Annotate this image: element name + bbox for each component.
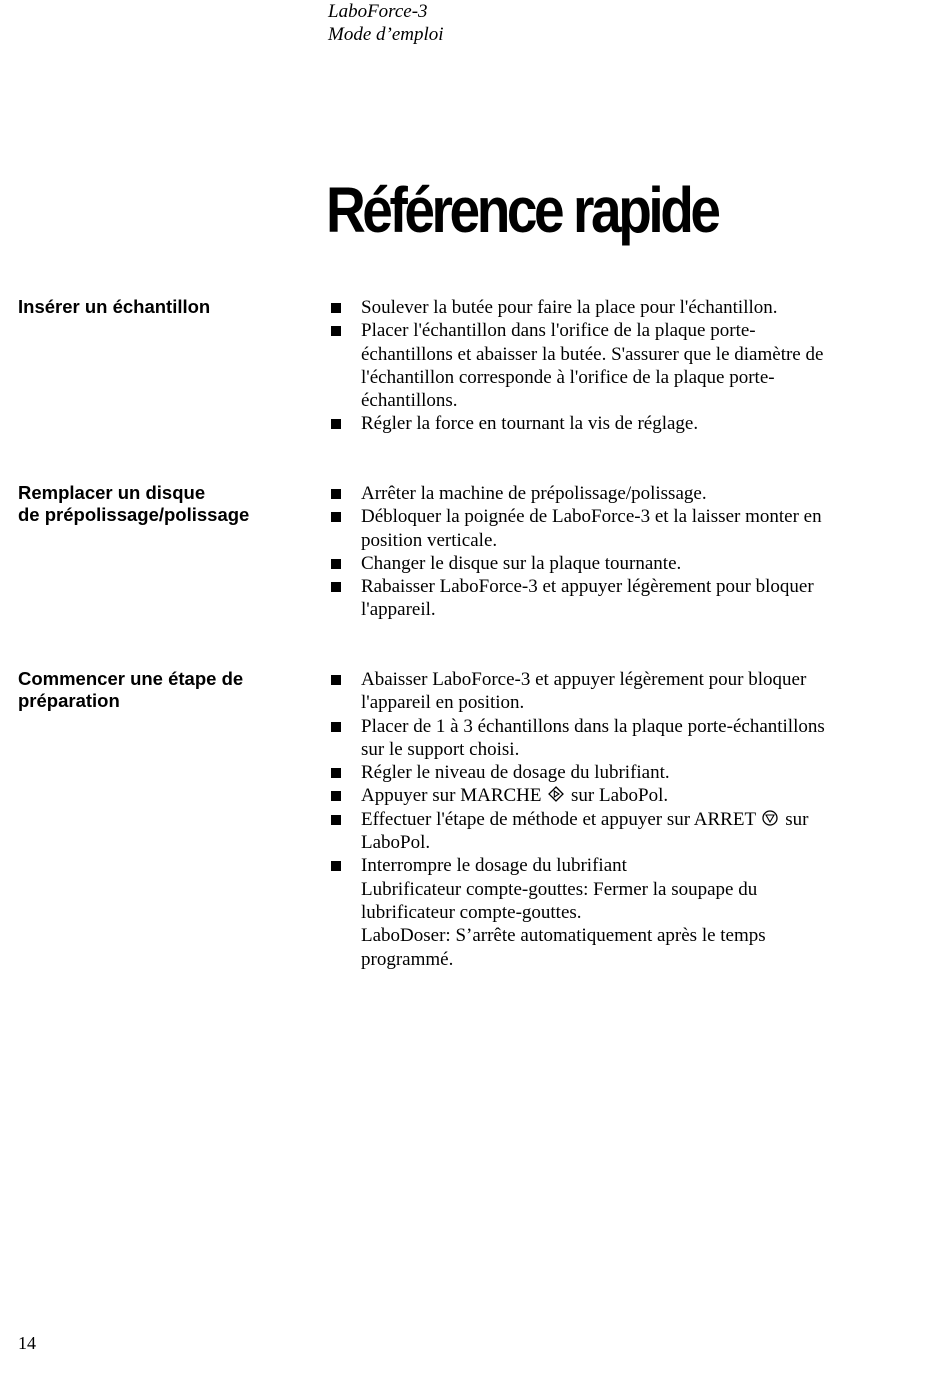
item-text-line: lubrificateur compte-gouttes.	[361, 901, 582, 923]
item-text-line: Débloquer la poignée de LaboForce-3 et la laisser monter en	[361, 506, 822, 528]
section-label	[18, 668, 308, 712]
step-list	[328, 668, 928, 971]
item-text-line	[361, 784, 928, 807]
square-bullet-icon	[331, 791, 341, 801]
section-label-line: de prépolissage/polissage	[18, 504, 250, 525]
section-label	[18, 296, 308, 318]
header-product: LaboForce-3	[328, 1, 428, 22]
start-diamond-icon	[548, 786, 564, 802]
list-item	[328, 715, 928, 762]
list-item	[328, 668, 928, 715]
page-number: 14	[18, 1333, 36, 1353]
item-text-line: l'échantillon corresponde à l'orifice de la plaque porte-	[361, 366, 775, 388]
item-text-line: Placer l'échantillon dans l'orifice de la plaque porte-	[361, 320, 756, 342]
section-label-line: Remplacer un disque	[18, 482, 206, 503]
item-text-line: Régler la force en tournant la vis de réglage.	[361, 413, 699, 435]
item-text-line: échantillons et abaisser la butée. S'assurer que le diamètre de	[361, 343, 824, 365]
section-label-line: Commencer une étape de	[18, 668, 244, 689]
list-item	[328, 482, 928, 505]
start-text-before: Appuyer sur MARCHE	[361, 785, 542, 807]
list-item	[328, 412, 928, 435]
square-bullet-icon	[331, 303, 341, 313]
running-header	[328, 0, 444, 46]
stop-text-before: Effectuer l'étape de méthode et appuyer sur ARRET	[361, 808, 756, 830]
item-text-line: Lubrificateur compte-gouttes: Fermer la soupape du	[361, 878, 758, 900]
item-text-line	[361, 808, 928, 831]
square-bullet-icon	[331, 768, 341, 778]
stop-triangle-icon	[762, 810, 778, 826]
list-item	[328, 854, 928, 970]
list-item	[328, 552, 928, 575]
section-label	[18, 482, 308, 526]
page-title: Référence rapide	[326, 174, 718, 246]
square-bullet-icon	[331, 489, 341, 499]
section-label-line: préparation	[18, 690, 120, 711]
start-text-after: sur LaboPol.	[571, 785, 669, 807]
step-list	[328, 296, 928, 436]
list-item	[328, 761, 928, 784]
item-text-line: Régler le niveau de dosage du lubrifiant.	[361, 762, 670, 784]
item-text-line: Soulever la butée pour faire la place pour l'échantillon.	[361, 297, 778, 318]
stop-text-after: sur	[785, 808, 809, 830]
item-text-line: LaboDoser: S’arrête automatiquement après le temps	[361, 925, 766, 947]
item-text-line: l'appareil.	[361, 599, 436, 621]
square-bullet-icon	[331, 512, 341, 522]
item-text-line: Rabaisser LaboForce-3 et appuyer légèrement pour bloquer	[361, 576, 814, 598]
list-item	[328, 784, 928, 807]
square-bullet-icon	[331, 419, 341, 429]
list-item	[328, 296, 928, 319]
square-bullet-icon	[331, 722, 341, 732]
square-bullet-icon	[331, 559, 341, 569]
item-text-line: Interrompre le dosage du lubrifiant	[361, 855, 627, 877]
section-label-line: Insérer un échantillon	[18, 296, 211, 317]
item-text-line: programmé.	[361, 948, 454, 970]
list-item	[328, 505, 928, 552]
list-item	[328, 319, 928, 412]
header-subtitle: Mode d’emploi	[328, 24, 444, 45]
item-text-line: échantillons.	[361, 390, 458, 412]
item-text-line: position verticale.	[361, 529, 498, 551]
item-text-line: sur le support choisi.	[361, 738, 520, 760]
item-text-line: Changer le disque sur la plaque tournante.	[361, 552, 682, 574]
square-bullet-icon	[331, 582, 341, 592]
item-text-line: Abaisser LaboForce-3 et appuyer légèrement pour bloquer	[361, 669, 807, 690]
step-list	[328, 482, 928, 622]
list-item	[328, 808, 928, 855]
square-bullet-icon	[331, 675, 341, 685]
item-text-line: Arrêter la machine de prépolissage/polissage.	[361, 483, 707, 504]
square-bullet-icon	[331, 326, 341, 336]
list-item	[328, 575, 928, 622]
square-bullet-icon	[331, 815, 341, 825]
square-bullet-icon	[331, 861, 341, 871]
item-text-line: Placer de 1 à 3 échantillons dans la plaque porte-échantillons	[361, 715, 825, 737]
item-text-line: l'appareil en position.	[361, 692, 525, 714]
item-text-line: LaboPol.	[361, 832, 431, 854]
